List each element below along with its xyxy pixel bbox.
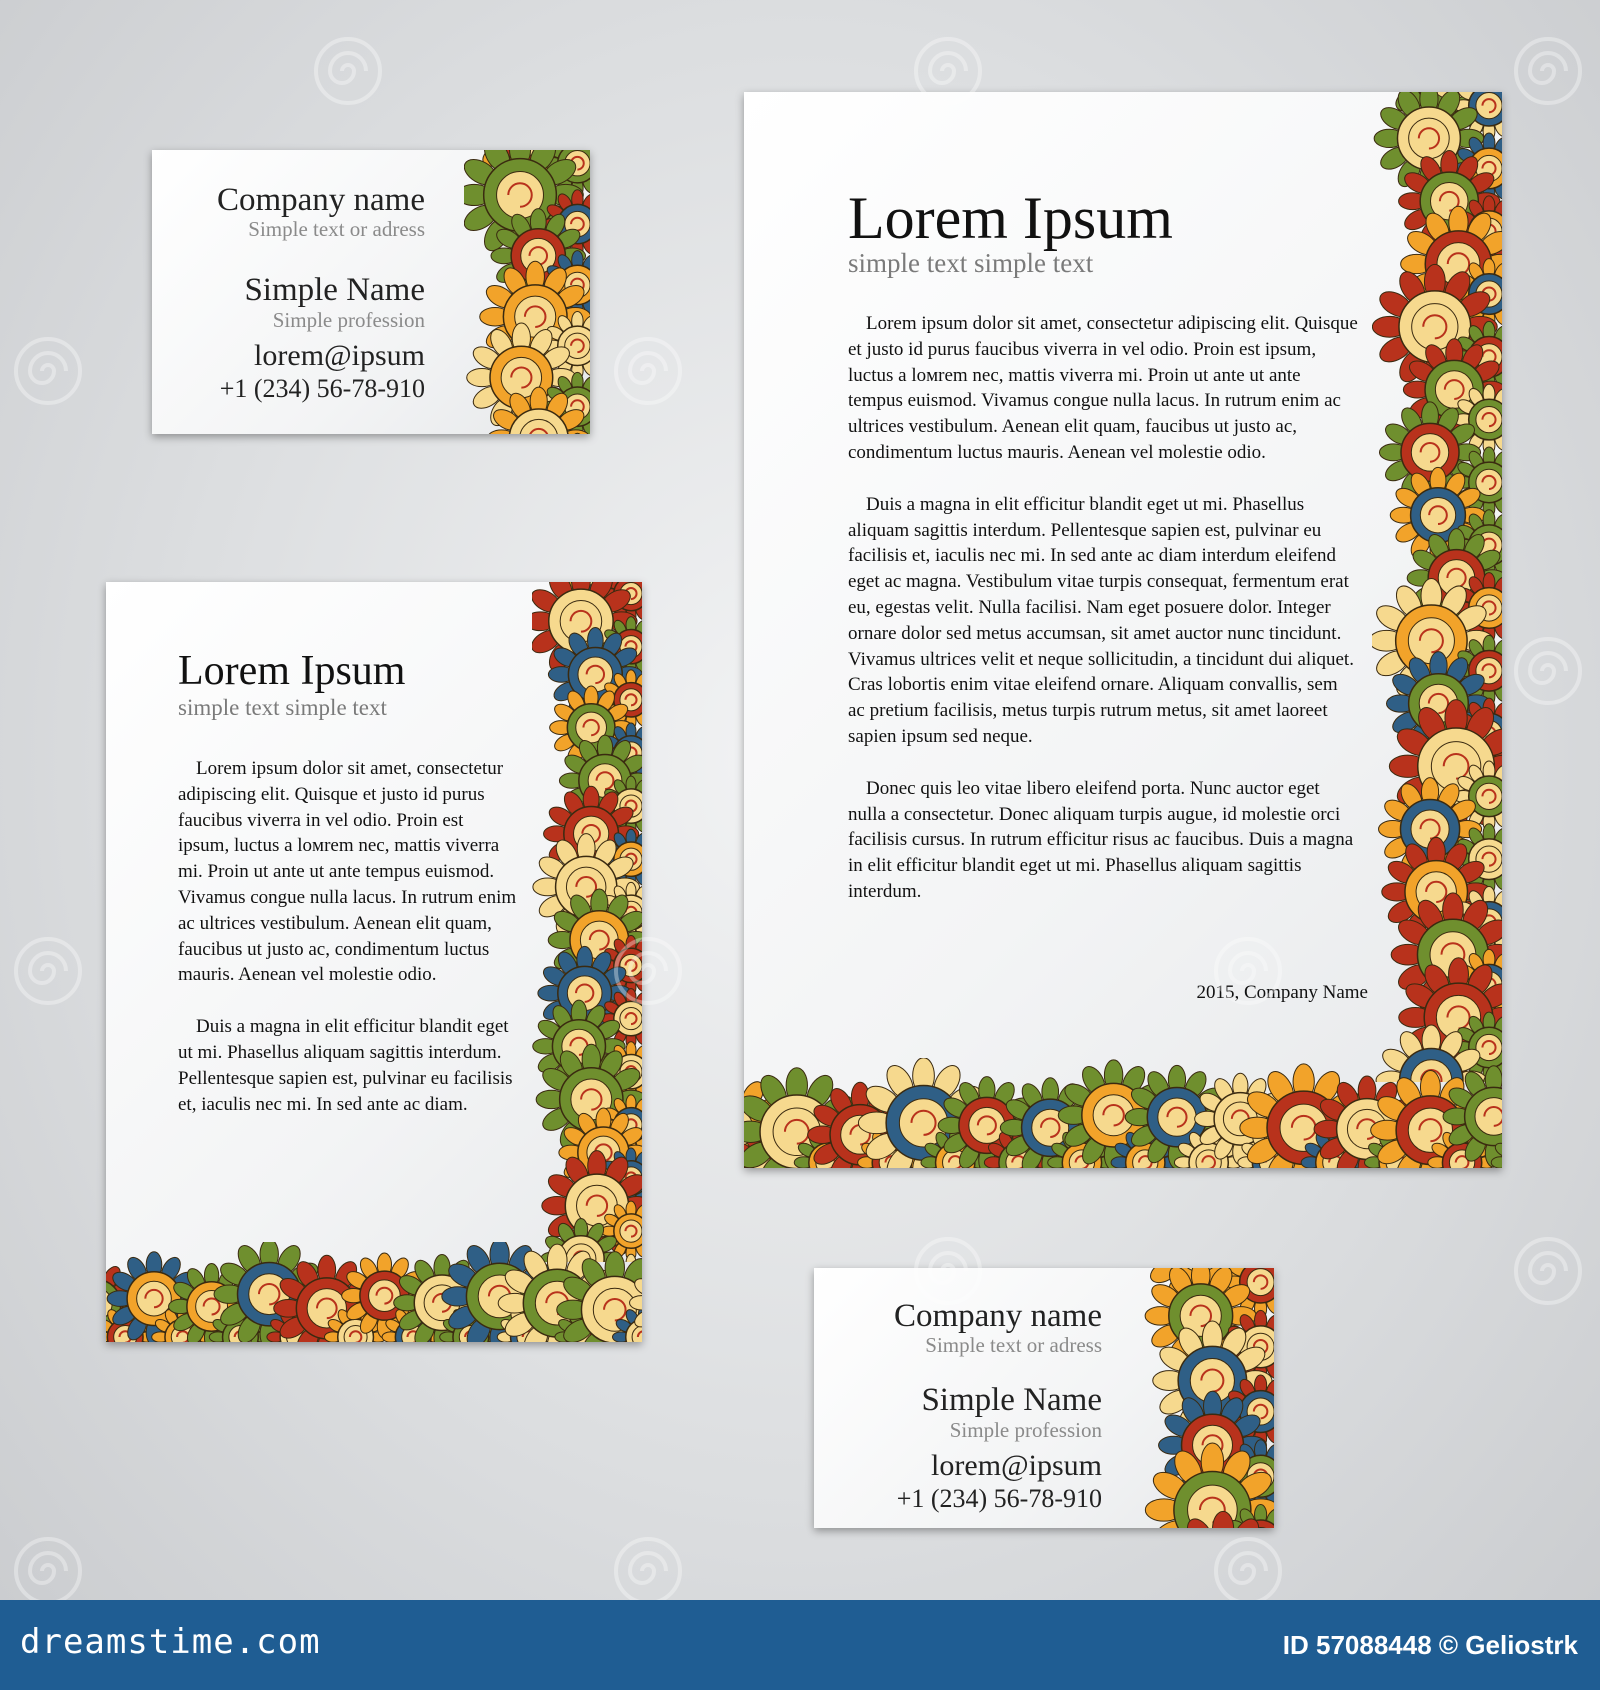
body-paragraph: Duis a magna in elit efficitur blandit eget ut mi. Phasellus aliquam sagittis interdum. Pellentesque sapien est, pulvinar eu facilisis et, iaculis nec mi. In sed ante ac diam. bbox=[178, 1016, 513, 1115]
company-address: Simple text or adress bbox=[925, 1333, 1102, 1357]
letterhead-body bbox=[848, 311, 1358, 931]
letterhead-small bbox=[106, 582, 642, 1342]
person-name: Simple Name bbox=[244, 272, 425, 309]
card-text-block bbox=[152, 184, 425, 404]
stock-footer-bar bbox=[0, 1600, 1600, 1690]
body-paragraph: Donec quis leo vitae libero eleifend porta. Nunc auctor eget nulla a consectetur. Donec aliquam turpis augue, id molestie orci facilisis cursus. In rutrum efficitur risus ac faucibus. Duis a magna in elit efficitur blandit eget ut mi. Phasellus aliquam sagittis interdum. bbox=[848, 777, 1354, 902]
card-text-block bbox=[814, 1300, 1102, 1514]
letterhead-title: Lorem Ipsum bbox=[848, 185, 1173, 251]
image-id-credit: ID 57088448 © Geliostrk bbox=[1282, 1630, 1578, 1660]
person-profession: Simple profession bbox=[949, 1418, 1102, 1443]
person-name: Simple Name bbox=[921, 1382, 1102, 1419]
watermark-spiral-icon bbox=[13, 1536, 83, 1606]
email-address: lorem@ipsum bbox=[254, 339, 425, 373]
body-paragraph: Lorem ipsum dolor sit amet, consectetur adipiscing elit. Quisque et justo id purus faucibus viverra in vel odio. Proin est ipsum, luctus a loмrem nec, mattis viverra mi. Proin ut ante ut ante tempus euismod. Vivamus congue nulla lacus. In rutrum enim ac ultrices vestibulum. Aenean elit quam, faucibus ut justo ac, condimentum luctus mauris. Aenean vel molestie odio. bbox=[848, 313, 1358, 463]
watermark-spiral-icon bbox=[13, 336, 83, 406]
letterhead-body bbox=[178, 756, 518, 1143]
watermark-spiral-icon bbox=[313, 36, 383, 106]
watermark-spiral-icon bbox=[1513, 36, 1583, 106]
letterhead-subtitle: simple text simple text bbox=[848, 248, 1094, 278]
phone-number: +1 (234) 56-78-910 bbox=[896, 1483, 1102, 1513]
watermark-spiral-icon bbox=[13, 936, 83, 1006]
letterhead-large bbox=[744, 92, 1502, 1168]
letterhead-subtitle: simple text simple text bbox=[178, 695, 387, 720]
company-address: Simple text or adress bbox=[248, 217, 425, 241]
letterhead-side-ornament bbox=[532, 582, 642, 1262]
watermark-spiral-icon bbox=[1513, 636, 1583, 706]
phone-number: +1 (234) 56-78-910 bbox=[219, 373, 425, 403]
card-ornament-border bbox=[1140, 1268, 1274, 1528]
watermark-spiral-icon bbox=[1213, 1536, 1283, 1606]
letterhead-bottom-ornament bbox=[106, 1242, 642, 1342]
letterhead-title: Lorem Ipsum bbox=[178, 648, 406, 694]
watermark-spiral-icon bbox=[1513, 1236, 1583, 1306]
email-address: lorem@ipsum bbox=[931, 1449, 1102, 1483]
letterhead-side-ornament bbox=[1372, 92, 1502, 1082]
watermark-spiral-icon bbox=[613, 1536, 683, 1606]
business-card-bottom bbox=[814, 1268, 1274, 1528]
body-paragraph: Lorem ipsum dolor sit amet, consectetur adipiscing elit. Quisque et justo id purus faucibus viverra in vel odio. Proin est ipsum, luctus a loмrem nec, mattis viverra mi. Proin ut ante ut ante tempus euismod. Vivamus congue nulla lacus. In rutrum enim ac ultrices vestibulum. Aenean elit quam, faucibus ut justo ac, condimentum luctus mauris. Aenean vel molestie odio. bbox=[178, 758, 517, 986]
watermark-spiral-icon bbox=[613, 336, 683, 406]
watermark-spiral-icon bbox=[913, 36, 983, 106]
letterhead-signature: 2015, Company Name bbox=[1196, 982, 1368, 1003]
card-ornament-border bbox=[464, 150, 590, 434]
body-paragraph: Duis a magna in elit efficitur blandit eget ut mi. Phasellus aliquam sagittis interdum. Pellentesque sapien est, pulvinar eu facilisis et, iaculis nec mi. In sed ante ac diam interdum eleifend eget ac magna. Vestibulum vitae turpis consequat, fermentum erat eu, egestas velit. Nulla facilisi. Nam eget posuere dolor. Integer ornare dolor sed metus accumsan, sit amet auctor nunc tincidunt. Vivamus ultrices velit et neque sollicitudin, a tincidunt dui aliquet. Cras lobortis enim vitae eleifend ornare. Aliquam convallis, sem ac pretium facilisis, metus turpis rutrum metus, sit amet laoreet sapien ipsum sed neque. bbox=[848, 493, 1354, 747]
company-name: Company name bbox=[216, 182, 425, 218]
stock-site-logo[interactable]: dreamstime.com bbox=[20, 1622, 321, 1662]
business-card-top bbox=[152, 150, 590, 434]
letterhead-bottom-ornament bbox=[744, 1058, 1502, 1168]
watermark-spiral-icon bbox=[913, 1236, 983, 1306]
person-profession: Simple profession bbox=[272, 308, 425, 333]
company-name: Company name bbox=[893, 1298, 1102, 1334]
watermark-spiral-icon bbox=[1213, 936, 1283, 1006]
watermark-spiral-icon bbox=[613, 936, 683, 1006]
